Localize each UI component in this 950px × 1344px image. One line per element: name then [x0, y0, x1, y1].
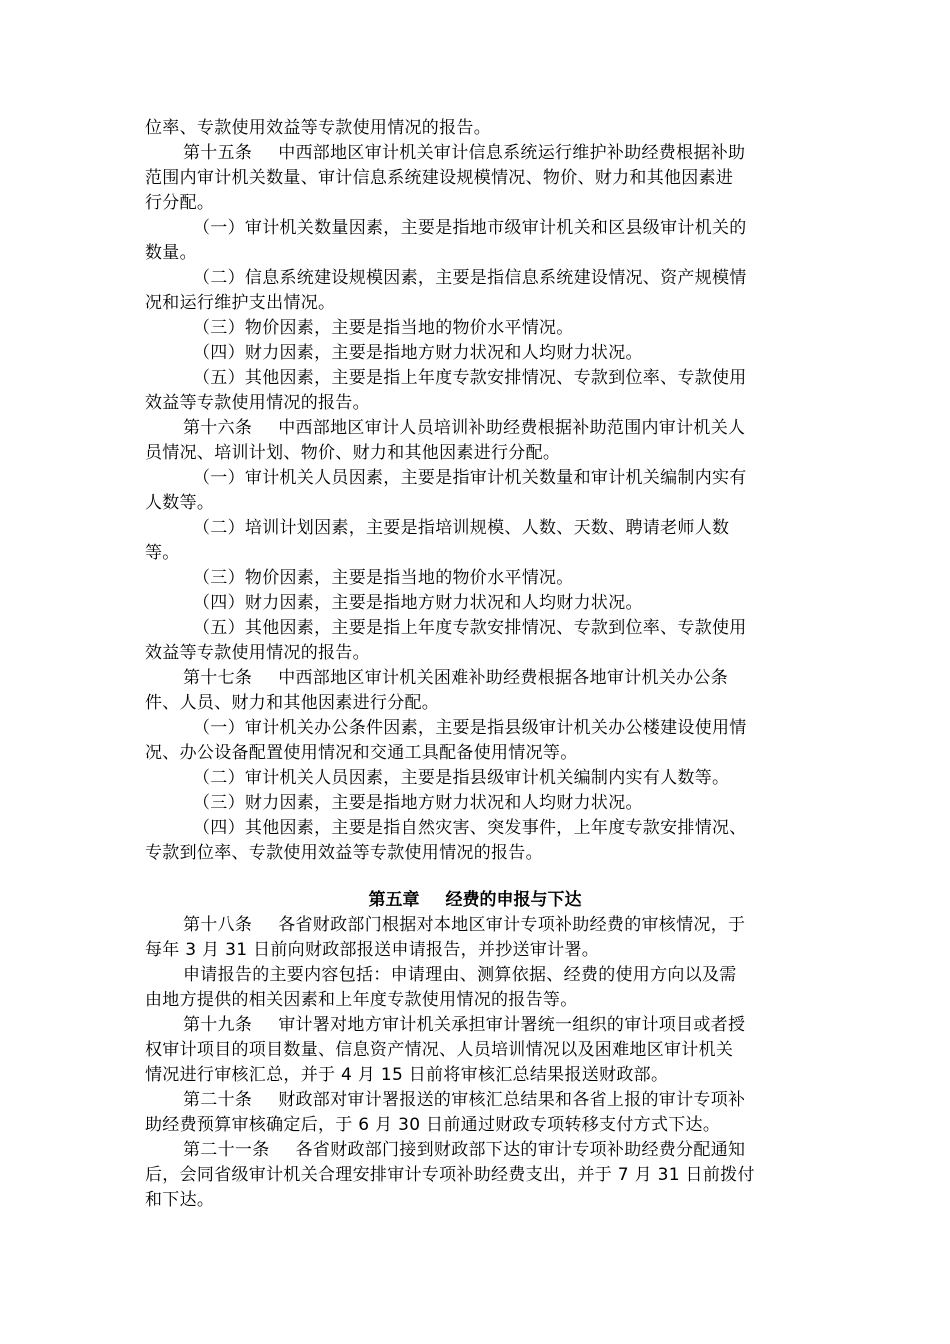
line-text: 况和运行维护支出情况。	[145, 293, 336, 313]
line-text: 员情况、培训计划、物价、财力和其他因素进行分配。	[145, 443, 561, 463]
article-label: 第二十一条	[183, 1140, 270, 1160]
line-text: 效益等专款使用情况的报告。	[145, 643, 370, 663]
line-text: 情况进行审核汇总，并于 4 月 15 日前将审核汇总结果报送财政部。	[145, 1065, 669, 1085]
line-text: （三）财力因素，主要是指地方财力状况和人均财力状况。	[193, 793, 643, 813]
text-line	[145, 1163, 805, 1188]
text-line	[145, 1088, 805, 1113]
text-line	[145, 741, 805, 766]
line-text: 各省财政部门根据对本地区审计专项补助经费的审核情况，于	[278, 915, 746, 935]
line-text: 助经费预算审核确定后，于 6 月 30 日前通过财政专项转移支付方式下达。	[145, 1115, 721, 1135]
text-line	[145, 141, 805, 166]
text-line	[145, 816, 805, 841]
line-text: （一）审计机关数量因素，主要是指地市级审计机关和区县级审计机关的	[193, 218, 747, 238]
line-text: （一）审计机关办公条件因素，主要是指县级审计机关办公楼建设使用情	[193, 718, 747, 738]
text-line	[145, 266, 805, 291]
line-text: 人数等。	[145, 493, 215, 513]
line-text: 等。	[145, 543, 180, 563]
line-text: （五）其他因素，主要是指上年度专款安排情况、专款到位率、专款使用	[193, 368, 747, 388]
line-text: （二）培训计划因素，主要是指培训规模、人数、天数、聘请老师人数	[193, 518, 730, 538]
text-line	[145, 566, 805, 591]
text-line	[145, 963, 805, 988]
line-text: （三）物价因素，主要是指当地的物价水平情况。	[193, 568, 574, 588]
text-line	[145, 491, 805, 516]
line-text: 和下达。	[145, 1190, 215, 1210]
article-label: 第十五条	[183, 143, 253, 163]
text-line	[145, 416, 805, 441]
text-line	[145, 591, 805, 616]
line-text: 况、办公设备配置使用情况和交通工具配备使用情况等。	[145, 743, 578, 763]
text-line	[145, 1138, 805, 1163]
text-line	[145, 616, 805, 641]
text-line	[145, 166, 805, 191]
line-text: 中西部地区审计机关困难补助经费根据各地审计机关办公条	[278, 668, 729, 688]
text-line	[145, 1063, 805, 1088]
article-label: 第十八条	[183, 915, 253, 935]
text-line	[145, 391, 805, 416]
text-line	[145, 441, 805, 466]
line-text: 行分配。	[145, 193, 215, 213]
article-label: 第二十条	[183, 1090, 253, 1110]
text-line	[145, 716, 805, 741]
text-line	[145, 666, 805, 691]
text-line	[145, 691, 805, 716]
text-line	[145, 241, 805, 266]
line-text: （三）物价因素，主要是指当地的物价水平情况。	[193, 318, 574, 338]
text-line	[145, 766, 805, 791]
text-line	[145, 216, 805, 241]
line-text: 申请报告的主要内容包括：申请理由、测算依据、经费的使用方向以及需	[183, 965, 737, 985]
line-text: （四）财力因素，主要是指地方财力状况和人均财力状况。	[193, 593, 643, 613]
article-label: 第十七条	[183, 668, 253, 688]
text-line	[145, 988, 805, 1013]
line-text: 权审计项目的项目数量、信息资产情况、人员培训情况以及困难地区审计机关	[145, 1040, 734, 1060]
line-text: 专款到位率、专款使用效益等专款使用情况的报告。	[145, 843, 543, 863]
line-text: （五）其他因素，主要是指上年度专款安排情况、专款到位率、专款使用	[193, 618, 747, 638]
text-line	[145, 191, 805, 216]
line-text: 各省财政部门接到财政部下达的审计专项补助经费分配通知	[295, 1140, 746, 1160]
text-line	[145, 1113, 805, 1138]
text-line	[145, 516, 805, 541]
line-text: 每年 3 月 31 日前向财政部报送申请报告，并抄送审计署。	[145, 940, 600, 960]
text-line	[145, 641, 805, 666]
text-line	[145, 938, 805, 963]
text-line	[145, 1188, 805, 1213]
text-line	[145, 841, 805, 866]
line-text: （四）其他因素，主要是指自然灾害、突发事件，上年度专款安排情况、	[193, 818, 747, 838]
line-text: 数量。	[145, 243, 197, 263]
line-text: 范围内审计机关数量、审计信息系统建设规模情况、物价、财力和其他因素进	[145, 168, 734, 188]
line-text: 财政部对审计署报送的审核汇总结果和各省上报的审计专项补	[278, 1090, 746, 1110]
text-line	[145, 791, 805, 816]
text-line	[145, 541, 805, 566]
text-line	[145, 913, 805, 938]
chapter-title: 经费的申报与下达	[445, 890, 582, 910]
article-label: 第十六条	[183, 418, 253, 438]
document-body	[145, 116, 805, 1213]
line-text: 中西部地区审计机关审计信息系统运行维护补助经费根据补助	[278, 143, 746, 163]
line-text: （二）审计机关人员因素，主要是指县级审计机关编制内实有人数等。	[193, 768, 730, 788]
text-line	[145, 291, 805, 316]
text-line	[145, 116, 805, 141]
article-label: 第十九条	[183, 1015, 253, 1035]
text-line	[145, 341, 805, 366]
line-text: （一）审计机关人员因素，主要是指审计机关数量和审计机关编制内实有	[193, 468, 747, 488]
text-line	[145, 466, 805, 491]
line-text: 由地方提供的相关因素和上年度专款使用情况的报告等。	[145, 990, 578, 1010]
section-before-heading	[145, 116, 805, 866]
chapter-heading	[145, 888, 805, 913]
line-text: （二）信息系统建设规模因素，主要是指信息系统建设情况、资产规模情	[193, 268, 747, 288]
text-line	[145, 366, 805, 391]
line-text: （四）财力因素，主要是指地方财力状况和人均财力状况。	[193, 343, 643, 363]
line-text: 中西部地区审计人员培训补助经费根据补助范围内审计机关人	[278, 418, 746, 438]
line-text: 位率、专款使用效益等专款使用情况的报告。	[145, 118, 491, 138]
line-text: 审计署对地方审计机关承担审计署统一组织的审计项目或者授	[278, 1015, 746, 1035]
line-text: 件、人员、财力和其他因素进行分配。	[145, 693, 440, 713]
chapter-label: 第五章	[368, 890, 420, 910]
text-line	[145, 1013, 805, 1038]
section-after-heading	[145, 913, 805, 1213]
line-text: 后，会同省级审计机关合理安排审计专项补助经费支出，并于 7 月 31 日前拨付	[145, 1165, 755, 1185]
text-line	[145, 1038, 805, 1063]
line-text: 效益等专款使用情况的报告。	[145, 393, 370, 413]
text-line	[145, 316, 805, 341]
